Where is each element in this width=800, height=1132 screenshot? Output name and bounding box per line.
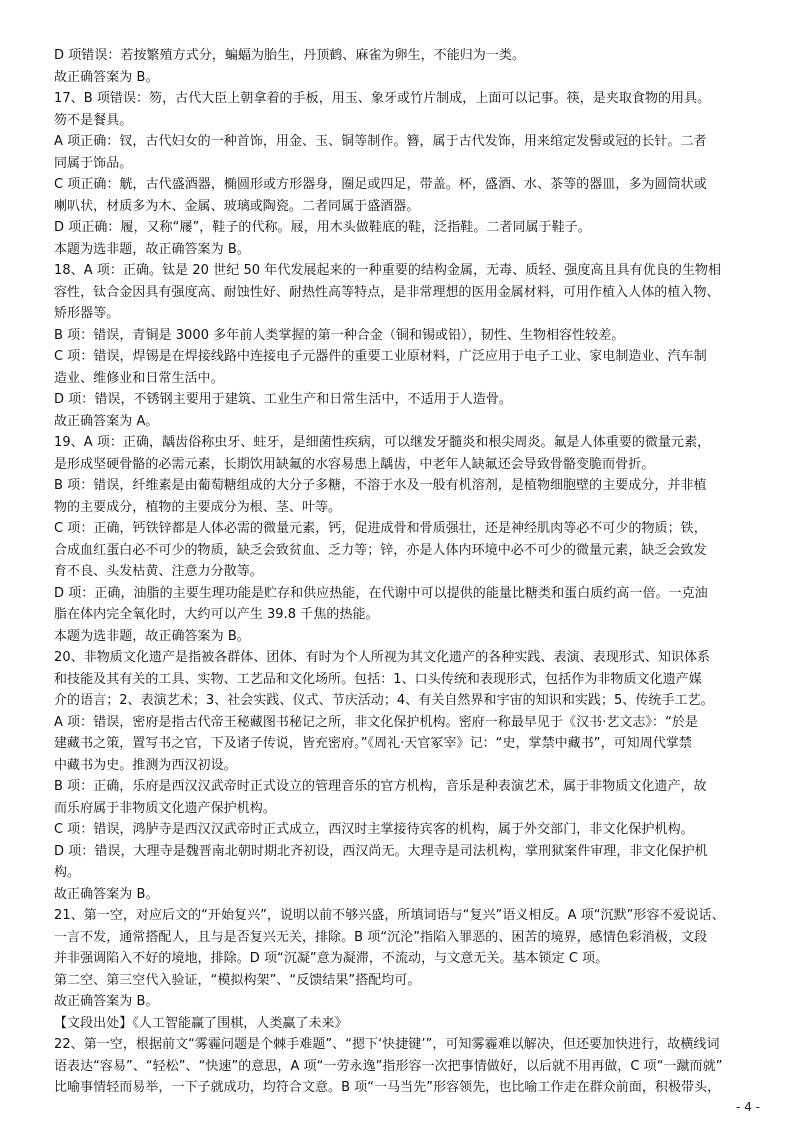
text-line: B 项：错误，青铜是 3000 多年前人类掌握的第一种合金（铜和锡或铅），韧性、生物相容性较差。 [54, 327, 625, 343]
text-line: B 项：错误，纤维素是由葡萄糖组成的大分子多糖，不溶于水及一般有机溶剂，是植物细胞壁的主要成分，并非植 [54, 478, 707, 493]
text-line: C 项：错误，鸿胪寺是西汉汉武帝时正式成立，西汉时主掌接待宾客的机构，属于外交部门，非文化保护机构。 [54, 822, 694, 837]
text-line: 中藏书为史。推测为西汉初设。 [54, 757, 237, 773]
text-line: 故正确答案为 B。 [54, 886, 159, 902]
text-line: 18、A 项：正确。钛是 20 世纪 50 年代发展起来的一种重要的结构金属，无毒、质轻、强度高且具有优良的生物相 [54, 263, 722, 278]
text-line: 故正确答案为 B。 [54, 994, 159, 1009]
text-line: 建藏书之策，置写书之官，下及诸子传说，皆充密府。”《周礼·天官冢宰》记：“史，掌禁中藏书”，可知周代掌禁 [54, 736, 692, 751]
text-line: 故正确答案为 A。 [54, 413, 159, 429]
text-line: D 项：正确，油脂的主要生理功能是贮存和供应热能，在代谢中可以提供的能量比糖类和蛋白质约高一倍。一克油 [54, 585, 708, 601]
text-line: 构。 [54, 865, 81, 880]
text-line: 矫形器等。 [54, 306, 120, 321]
text-line: 【文段出处】《人工智能赢了围棋，人类赢了未来》 [54, 1015, 348, 1031]
text-line: 17、B 项错误：笏，古代大臣上朝拿着的手板，用玉、象牙或竹片制成，上面可以记事。筷，是夹取食物的用具。 [54, 91, 711, 106]
text-line: 脂在体内完全氧化时，大约可以产生 39.8 千焦的热能。 [54, 607, 379, 622]
text-line: 笏不是餐具。 [54, 112, 133, 128]
text-line: D 项：错误，大理寺是魏晋南北朝时期北齐初设，西汉尚无。大理寺是司法机构，掌刑狱案件审理，非文化保护机 [54, 843, 708, 859]
text-line: A 项正确：钗，古代妇女的一种首饰，用金、玉、铜等制作。簪，属于古代发饰，用来绾定发髻或冠的长针。二者 [54, 134, 707, 149]
text-line: A 项：错误，密府是指古代帝王秘藏图书秘记之所，非文化保护机构。密府一称最早见于《汉书·艺文志》：“於是 [54, 714, 698, 730]
text-line: 和技能及其有关的工具、实物、工艺品和文化场所。包括：1、口头传统和表现形式，包括作为非物质文化遗产媒 [54, 671, 702, 687]
text-line: 22、第一空，根据前文“雾霾问题是个棘手难题”、“摁下‘快捷键’”，可知雾霾难以解决，但还要加快进行，故横线词 [54, 1037, 720, 1052]
text-line: B 项：正确，乐府是西汉汉武帝时正式设立的管理音乐的官方机构，音乐是种表演艺术，属于非物质文化遗产，故 [54, 779, 707, 794]
text-line: 是形成坚硬骨骼的必需元素，长期饮用缺氟的水容易患上龋齿，中老年人缺氟还会导致骨骼变脆而骨折。 [54, 456, 655, 472]
text-line: 故正确答案为 B。 [54, 69, 159, 85]
text-line: D 项错误：若按繁殖方式分，蝙蝠为胎生，丹顶鹤、麻雀为卵生，不能归为一类。 [54, 48, 525, 63]
text-line: 一言不发，通常搭配人，且与是否复兴无关，排除。B 项“沉沦”指陷入罪恶的、困苦的境界，感情色彩消极，文段 [54, 929, 708, 945]
text-line: 语表达“容易”、“轻松”、“快速”的意思，A 项“一劳永逸”指形容一次把事情做好，以后就不用再做，C 项“一蹴而就” [54, 1058, 723, 1074]
text-line: D 项：错误，不锈钢主要用于建筑、工业生产和日常生活中，不适用于人造骨。 [54, 392, 512, 407]
document-body [54, 45, 764, 1099]
text-line: 容性，钛合金因具有强度高、耐蚀性好、耐热性高等特点，是非常理想的医用金属材料，可用作植入人体的植入物、 [54, 284, 720, 300]
text-line: 20、非物质文化遗产是指被各群体、团体、有时为个人所视为其文化遗产的各种实践、表演、表现形式、知识体系 [54, 650, 711, 665]
text-line: 介的语言；2、表演艺术；3、社会实践、仪式、节庆活动；4、有关自然界和宇宙的知识和实践；5、传统手工艺。 [54, 693, 714, 708]
text-line: C 项正确：觥，古代盛酒器，椭圆形或方形器身，圈足或四足，带盖。杯，盛酒、水、茶等的器皿，多为圆筒状或 [54, 177, 707, 192]
text-line: 同属于饰品。 [54, 155, 133, 171]
page-number: - 4 - [736, 1100, 760, 1114]
text-line: 比喻事情轻而易举，一下子就成功，均符合文意。B 项“一马当先”形容领先，也比喻工作走在群众前面，积极带头， [54, 1080, 721, 1095]
text-line: 19、A 项：正确，龋齿俗称虫牙、蛀牙，是细菌性疾病，可以继发牙髓炎和根尖周炎。氟是人体重要的微量元素， [54, 435, 711, 450]
text-line: 造业、维修业和日常生活中。 [54, 370, 224, 386]
text-line: 合成血红蛋白必不可少的物质，缺乏会致贫血、乏力等；锌，亦是人体内环境中必不可少的微量元素，缺乏会致发 [54, 542, 707, 558]
text-line: 物的主要成分，植物的主要成分为根、茎、叶等。 [54, 499, 342, 515]
text-line: 育不良、头发枯黄、注意力分散等。 [54, 564, 263, 579]
text-line: C 项：错误，焊锡是在焊接线路中连接电子元器件的重要工业原材料，广泛应用于电子工业、家电制造业、汽车制 [54, 349, 707, 364]
text-line: 并非强调陷入不好的境地，排除。D 项“沉凝”意为凝滞，不流动，与文意无关。基本锁定 C 项。 [54, 951, 609, 966]
text-line: 第二空、第三空代入验证，“模拟构架”、“反馈结果”搭配均可。 [54, 972, 421, 988]
text-line: C 项：正确，钙铁锌都是人体必需的微量元素，钙，促进成骨和骨质强壮，还是神经肌肉等必不可少的物质；铁， [54, 521, 707, 536]
text-line: 本题为选非题，故正确答案为 B。 [54, 628, 250, 644]
text-line: D 项正确：履，又称“屦”，鞋子的代称。屐，用木头做鞋底的鞋，泛指鞋。二者同属于鞋子。 [54, 220, 591, 235]
text-line: 而乐府属于非物质文化遗产保护机构。 [54, 800, 276, 816]
text-line: 喇叭状，材质多为木、金属、玻璃或陶瓷。二者同属于盛酒器。 [54, 198, 420, 214]
text-line: 21、第一空，对应后文的“开始复兴”，说明以前不够兴盛，所填词语与“复兴”语义相反。A 项“沉默”形容不爱说话、 [54, 908, 725, 923]
text-line: 本题为选非题，故正确答案为 B。 [54, 241, 250, 257]
